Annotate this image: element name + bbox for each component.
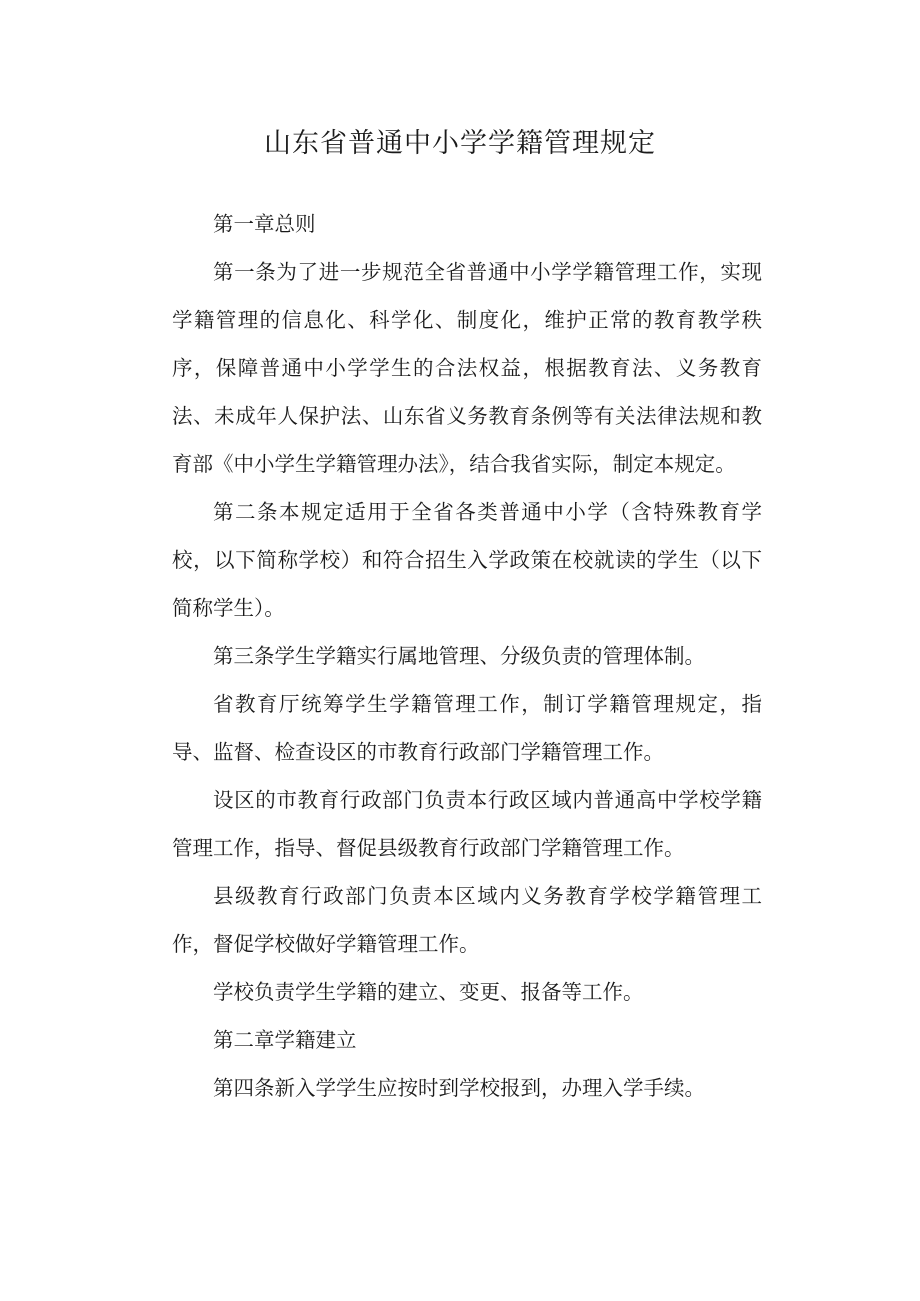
article-paragraph: 设区的市教育行政部门负责本行政区域内普通高中学校学籍管理工作，指导、督促县级教育行政部门学籍管理工作。 [172, 788, 762, 860]
article-paragraph: 省教育厅统筹学生学籍管理工作，制订学籍管理规定，指导、监督、检查设区的市教育行政部门学籍管理工作。 [172, 692, 762, 764]
article-paragraph: 第四条新入学学生应按时到学校报到，办理入学手续。 [213, 1076, 705, 1100]
document-body [172, 200, 762, 1112]
article-paragraph: 第三条学生学籍实行属地管理、分级负责的管理体制。 [213, 644, 705, 668]
article-paragraph: 第一条为了进一步规范全省普通中小学学籍管理工作，实现学籍管理的信息化、科学化、制度化，维护正常的教育教学秩序，保障普通中小学学生的合法权益，根据教育法、义务教育法、未成年人保护法、山东省义务教育条例等有关法律法规和教育部《中小学生学籍管理办法》，结合我省实际，制定本规定。 [172, 260, 762, 476]
chapter-heading: 第二章学籍建立 [213, 1028, 357, 1052]
document-title: 山东省普通中小学学籍管理规定 [264, 128, 656, 159]
article-paragraph: 第二条本规定适用于全省各类普通中小学（含特殊教育学校，以下简称学校）和符合招生入学政策在校就读的学生（以下简称学生）。 [172, 500, 762, 620]
chapter-heading: 第一章总则 [213, 212, 316, 236]
article-paragraph: 学校负责学生学籍的建立、变更、报备等工作。 [213, 980, 644, 1004]
article-paragraph: 县级教育行政部门负责本区域内义务教育学校学籍管理工作，督促学校做好学籍管理工作。 [172, 884, 762, 956]
